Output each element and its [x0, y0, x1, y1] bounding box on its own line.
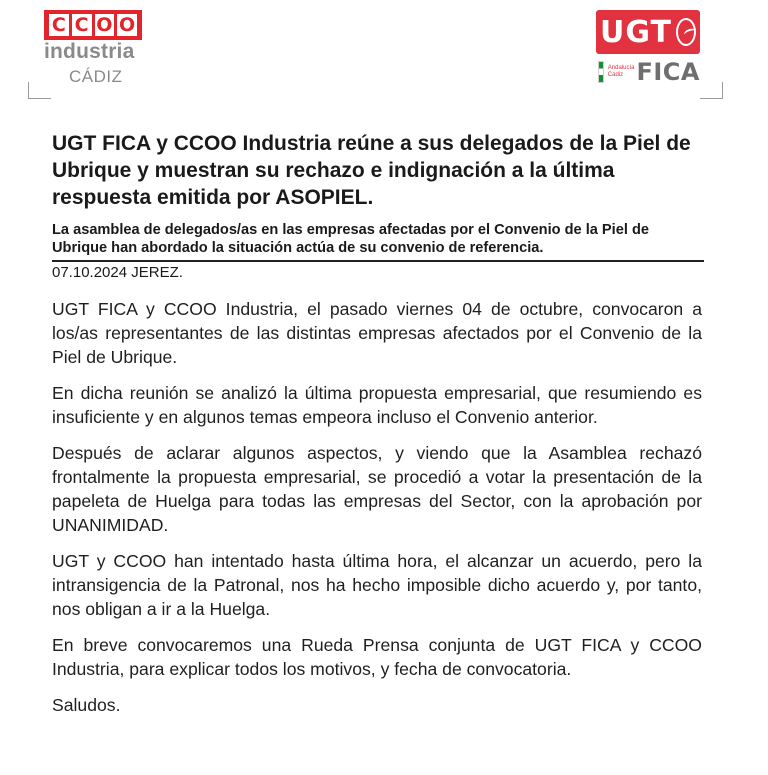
- ccoo-letter: C: [72, 14, 92, 36]
- ccoo-letter: O: [119, 14, 136, 36]
- ugt-wordmark: [596, 10, 700, 54]
- body-paragraph: En breve convocaremos una Rueda Prensa conjunta de UGT FICA y CCOO Industria, para explicar todos los motivos, y fecha de convocatoria.: [52, 635, 702, 679]
- fica-label: FICA: [636, 58, 700, 86]
- crop-mark-right: [700, 82, 723, 99]
- ccoo-wordmark: [44, 10, 142, 40]
- closing-salutation: Saludos.: [52, 695, 121, 715]
- ugt-label: UGT: [600, 14, 672, 50]
- press-release-subheadline: La asamblea de delegados/as en las empresas afectadas por el Convenio de la Piel de Ubrique han abordado la situación actúa de su convenio de referencia.: [52, 222, 649, 256]
- crop-mark-left: [28, 82, 51, 99]
- ccoo-industria-label: industria: [44, 40, 135, 63]
- handshake-icon: [676, 18, 696, 46]
- ccoo-letter: C: [49, 14, 69, 36]
- ccoo-letter: O: [96, 14, 113, 36]
- ugt-fica-logo: [596, 10, 700, 86]
- body-paragraph: Después de aclarar algunos aspectos, y viendo que la Asamblea rechazó frontalmente la propuesta empresarial, se procedió a votar la presentación de la papeleta de Huelga para todas las empresas del Sector, con la aprobación por UNANIMIDAD.: [52, 443, 702, 535]
- body-paragraph: UGT FICA y CCOO Industria, el pasado viernes 04 de octubre, convocaron a los/as representantes de las distintas empresas afectados por el Convenio de la Piel de Ubrique.: [52, 299, 702, 367]
- divider: [52, 260, 704, 262]
- press-release-headline: UGT FICA y CCOO Industria reúne a sus delegados de la Piel de Ubrique y muestran su rechazo e indignación a la última respuesta emitida por ASOPIEL.: [52, 132, 691, 209]
- body-paragraph: UGT y CCOO han intentado hasta última hora, el alcanzar un acuerdo, pero la intransigencia de la Patronal, nos ha hecho imposible dicho acuerdo y, por tanto, nos obligan a ir a la Huelga.: [52, 551, 702, 619]
- dateline: 07.10.2024 JEREZ.: [52, 264, 183, 281]
- ccoo-cadiz-label: CÁDIZ: [69, 67, 123, 86]
- fica-row: [596, 58, 700, 86]
- ccoo-industria-logo: [44, 10, 144, 87]
- andalucia-flag-icon: [598, 61, 604, 83]
- body-paragraph: En dicha reunión se analizó la última propuesta empresarial, que resumiendo es insuficiente y en algunos temas empeora incluso el Convenio anterior.: [52, 383, 702, 427]
- press-release-body: [52, 297, 702, 717]
- ugt-region-label: Andalucía Cádiz: [607, 65, 635, 78]
